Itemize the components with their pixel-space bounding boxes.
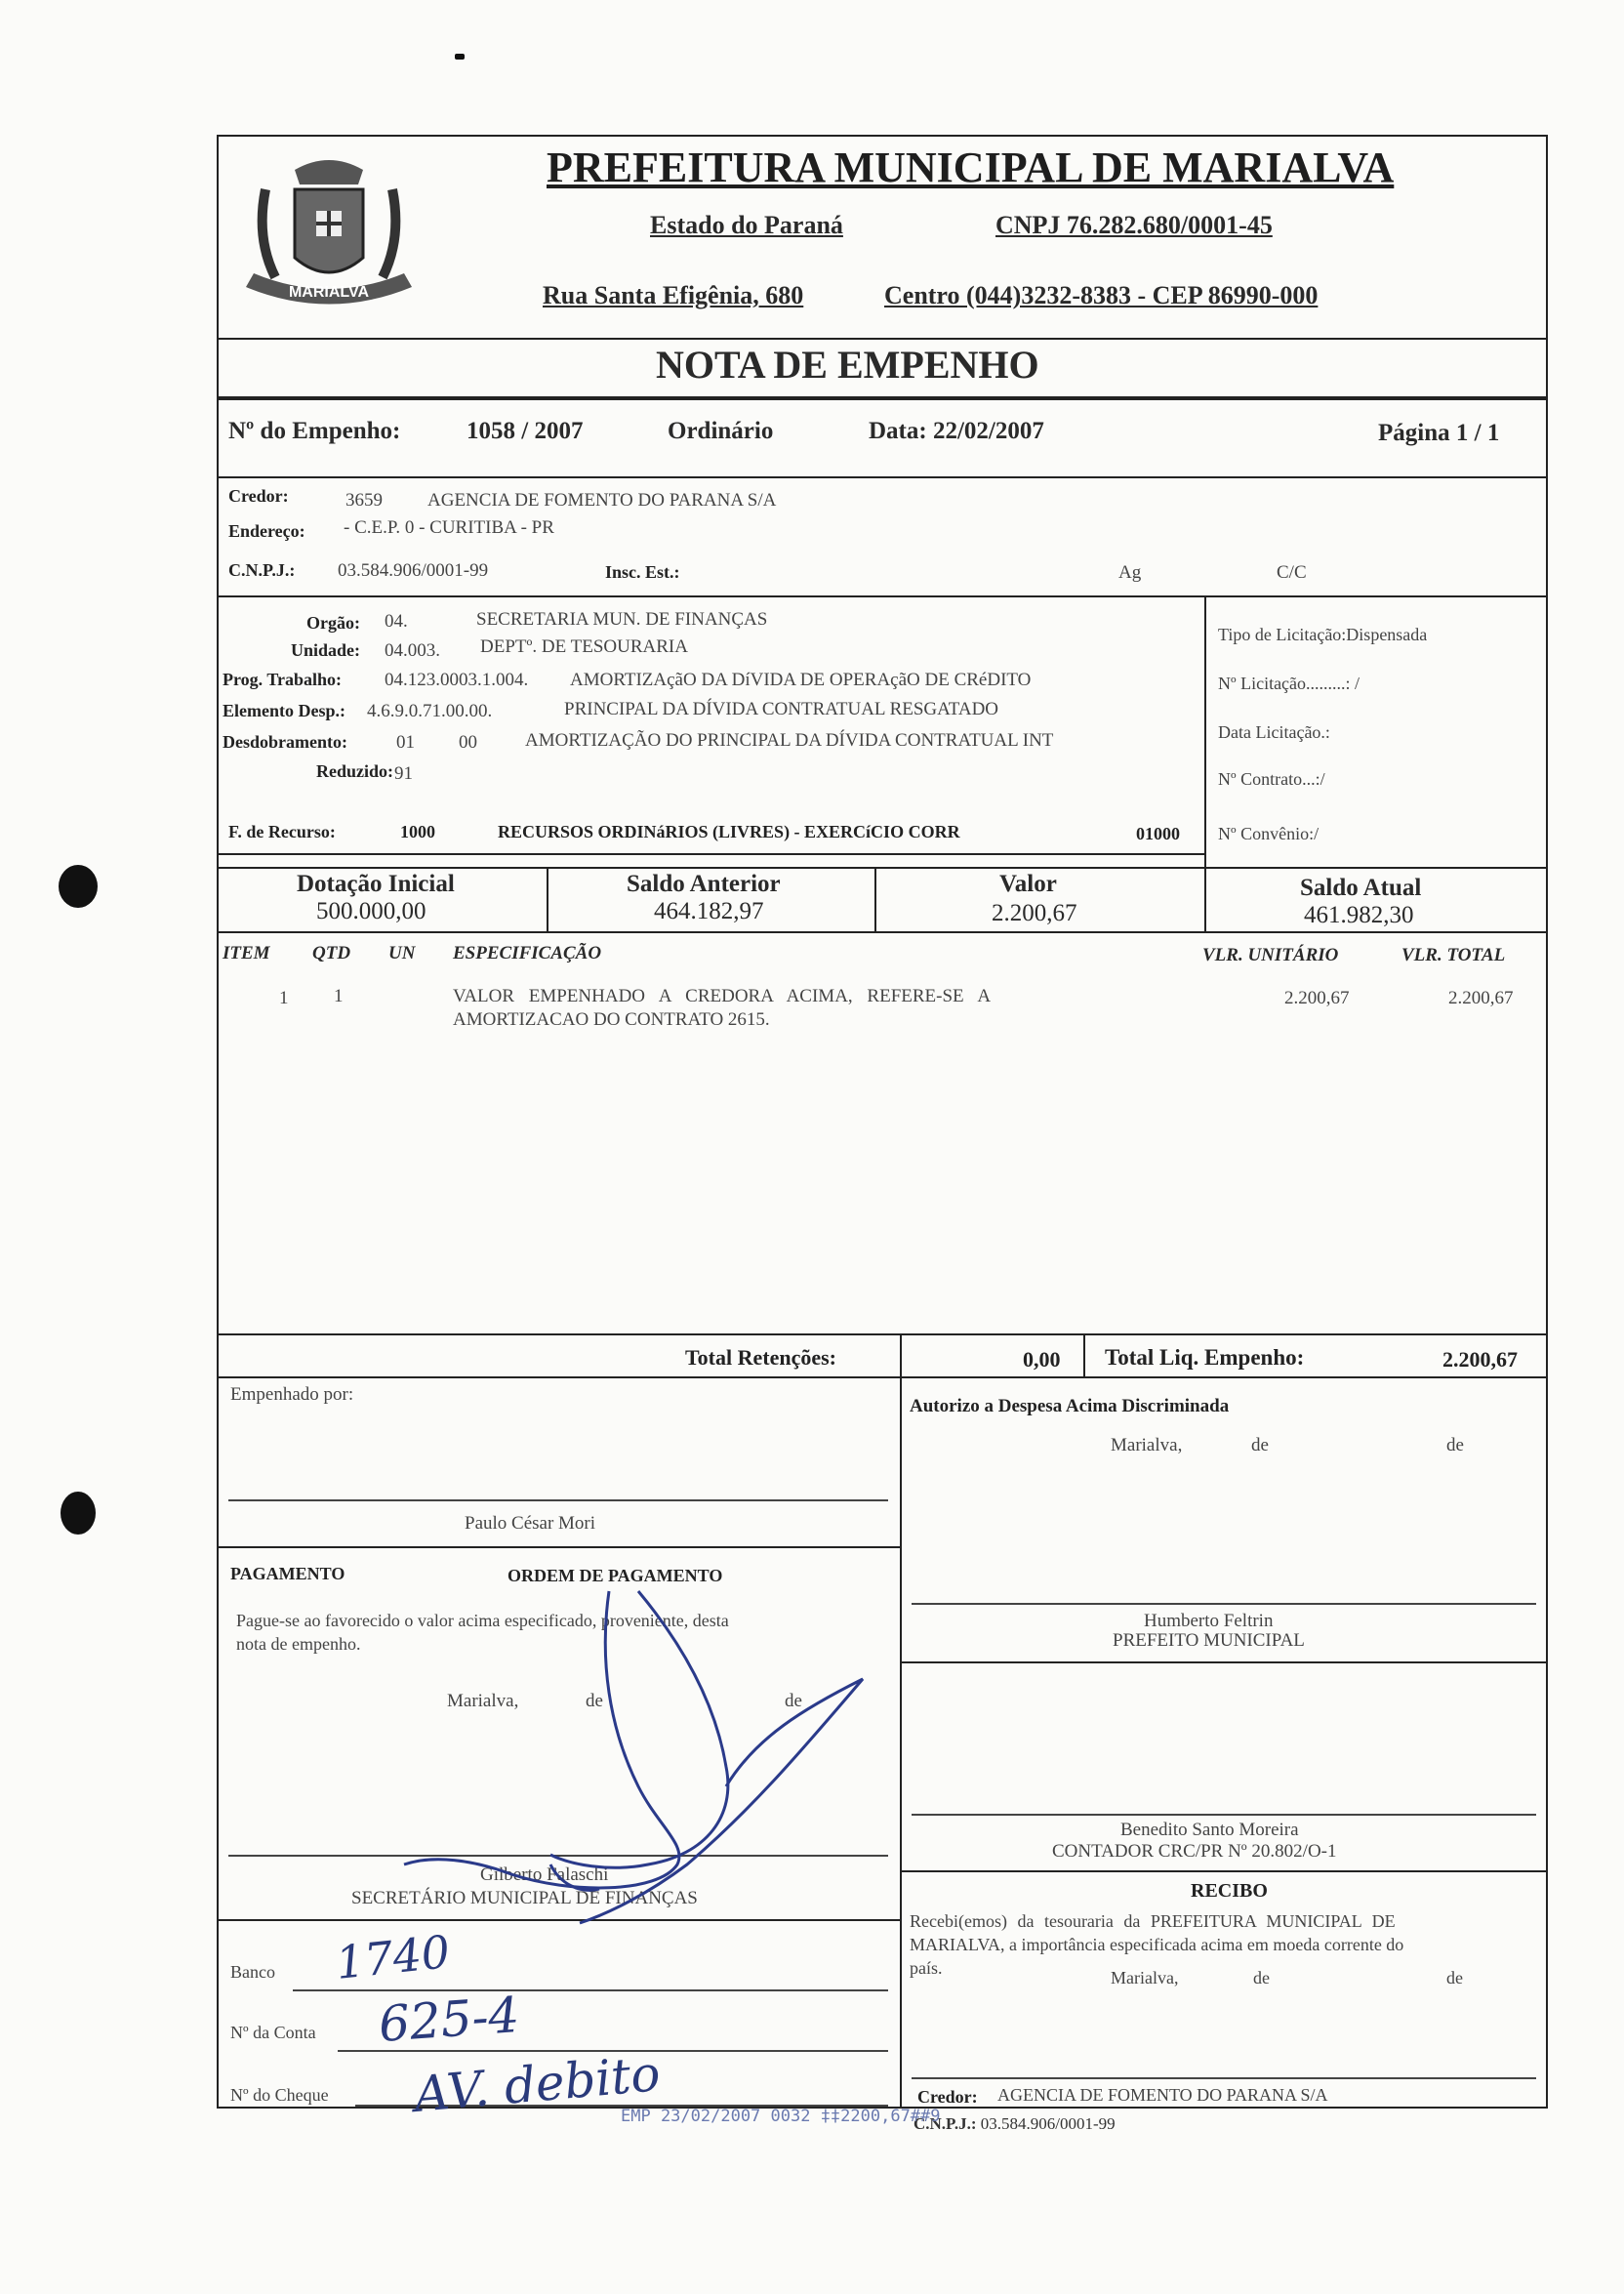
total-liq-value: 2.200,67 <box>1442 1347 1518 1372</box>
page-number: Página 1 / 1 <box>1378 420 1500 446</box>
reduzido-label: Reduzido: <box>316 761 394 781</box>
contador-signature-line <box>912 1814 1536 1816</box>
elemento-name: PRINCIPAL DA DÍVIDA CONTRATUAL RESGATADO <box>564 699 999 719</box>
numero-licitacao: Nº Licitação.........: / <box>1218 674 1360 693</box>
cc-label: C/C <box>1277 562 1307 583</box>
recibo-de2: de <box>1446 1968 1463 1987</box>
empenho-number-label: Nº do Empenho: <box>228 418 401 444</box>
col-header-spec: ESPECIFICAÇÃO <box>453 943 602 963</box>
col-header-qtd: QTD <box>312 943 351 963</box>
unidade-label: Unidade: <box>291 640 361 660</box>
divider <box>219 853 1204 855</box>
empenho-type: Ordinário <box>668 418 774 444</box>
elemento-label: Elemento Desp.: <box>223 701 345 720</box>
prog-trabalho-name: AMORTIZAçãO DA DíVIDA DE OPERAçãO DE CRéDITO <box>570 670 1032 690</box>
divider <box>219 595 1546 597</box>
unidade-name: DEPTº. DE TESOURARIA <box>480 636 688 657</box>
cheque-label: Nº do Cheque <box>230 2085 329 2105</box>
insc-est-label: Insc. Est.: <box>605 562 680 582</box>
empenho-number: 1058 / 2007 <box>467 418 584 444</box>
divider <box>900 1333 902 1376</box>
divider <box>219 396 1546 400</box>
pagamento-text-line1: Pague-se ao favorecido o valor acima especificado, proveniente, desta <box>236 1611 729 1630</box>
prefeito-name: Humberto Feltrin <box>1144 1611 1274 1631</box>
credor-name: AGENCIA DE FOMENTO DO PARANA S/A <box>427 490 777 511</box>
row-item: 1 <box>279 988 289 1008</box>
recibo-cnpj-label: C.N.P.J.: <box>914 2114 977 2133</box>
divider <box>219 338 1546 340</box>
pagamento-de1: de <box>586 1691 603 1711</box>
prog-trabalho-code: 04.123.0003.1.004. <box>385 670 529 690</box>
row-qtd: 1 <box>334 986 344 1006</box>
saldo-anterior-value: 464.182,97 <box>654 898 764 924</box>
crest-banner-text: MARIALVA <box>288 284 370 301</box>
pagamento-text-line2: nota de empenho. <box>236 1634 361 1654</box>
tipo-licitacao: Tipo de Licitação:Dispensada <box>1218 625 1428 644</box>
prog-trabalho-label: Prog. Trabalho: <box>223 670 343 689</box>
orgao-code: 04. <box>385 611 408 632</box>
district-phone-cep: Centro (044)3232-8383 - CEP 86990-000 <box>884 281 1319 309</box>
prefeitura-title: PREFEITURA MUNICIPAL DE MARIALVA <box>547 143 1395 191</box>
autorizo-label: Autorizo a Despesa Acima Discriminada <box>910 1396 1230 1416</box>
unidade-code: 04.003. <box>385 640 440 661</box>
desdobramento-name: AMORTIZAÇÃO DO PRINCIPAL DA DÍVIDA CONTRATUAL INT <box>525 730 1054 751</box>
valor-label: Valor <box>999 871 1057 897</box>
numero-contrato: Nº Contrato...:/ <box>1218 769 1325 789</box>
data-licitacao: Data Licitação.: <box>1218 722 1330 742</box>
divider <box>219 1376 1546 1378</box>
saldo-atual-label: Saldo Atual <box>1300 875 1422 901</box>
recurso-code2: 01000 <box>1136 824 1180 843</box>
row-spec-line1: VALOR EMPENHADO A CREDORA ACIMA, REFERE-SE A <box>453 986 992 1006</box>
recibo-signature-line <box>912 2077 1536 2079</box>
recurso-label: F. de Recurso: <box>228 822 336 841</box>
empenhado-por-label: Empenhado por: <box>230 1384 354 1405</box>
conta-label: Nº da Conta <box>230 2023 316 2042</box>
elemento-code: 4.6.9.0.71.00.00. <box>367 701 493 721</box>
divider <box>219 476 1546 478</box>
credor-label: Credor: <box>228 486 289 506</box>
col-header-item: ITEM <box>223 943 270 963</box>
contador-title: CONTADOR CRC/PR Nº 20.802/O-1 <box>1052 1841 1337 1862</box>
orgao-name: SECRETARIA MUN. DE FINANÇAS <box>476 609 768 630</box>
desdobramento-code2: 00 <box>459 732 477 753</box>
endereco-label: Endereço: <box>228 521 305 541</box>
credor-code: 3659 <box>345 490 383 511</box>
saldo-anterior-label: Saldo Anterior <box>627 871 781 897</box>
recibo-credor-name: AGENCIA DE FOMENTO DO PARANA S/A <box>997 2085 1328 2105</box>
divider <box>219 931 1546 933</box>
empenhado-name: Paulo César Mori <box>465 1513 596 1534</box>
divider <box>900 1870 1546 1872</box>
divider <box>547 867 548 931</box>
pagamento-de2: de <box>785 1691 802 1711</box>
total-liq-label: Total Liq. Empenho: <box>1105 1345 1305 1370</box>
total-retencoes-value: 0,00 <box>1023 1347 1061 1372</box>
desdobramento-label: Desdobramento: <box>223 732 347 752</box>
autorizo-de1: de <box>1251 1435 1269 1455</box>
col-header-unit: VLR. UNITÁRIO <box>1202 945 1339 965</box>
recibo-place: Marialva, <box>1111 1968 1179 1987</box>
ordem-pagamento-label: ORDEM DE PAGAMENTO <box>508 1566 723 1585</box>
total-retencoes-label: Total Retenções: <box>685 1345 836 1370</box>
divider <box>219 1546 900 1548</box>
scan-speck <box>455 54 465 60</box>
punch-hole-top <box>59 865 98 908</box>
divider <box>1204 867 1206 931</box>
row-spec-line2: AMORTIZACAO DO CONTRATO 2615. <box>453 1009 770 1030</box>
row-unit-value: 2.200,67 <box>1284 988 1350 1008</box>
recibo-credor-label: Credor: <box>917 2087 978 2107</box>
document-title: NOTA DE EMPENHO <box>656 343 1039 387</box>
signature-scribble <box>316 1572 902 1962</box>
orgao-label: Orgão: <box>306 613 360 633</box>
recibo-cnpj-value: 03.584.906/0001-99 <box>980 2114 1116 2133</box>
state-name: Estado do Paraná <box>650 211 843 239</box>
recurso-code: 1000 <box>400 822 435 841</box>
row-total-value: 2.200,67 <box>1448 988 1514 1008</box>
secretario-title: SECRETÁRIO MUNICIPAL DE FINANÇAS <box>351 1888 698 1908</box>
secretario-name: Gilberto Falaschi <box>480 1864 609 1885</box>
numero-convenio: Nº Convênio:/ <box>1218 824 1320 843</box>
dotacao-inicial-value: 500.000,00 <box>316 898 426 924</box>
endereco-value: - C.E.P. 0 - CURITIBA - PR <box>344 517 554 538</box>
contador-name: Benedito Santo Moreira <box>1120 1820 1299 1840</box>
ag-label: Ag <box>1118 562 1142 583</box>
col-header-un: UN <box>388 943 416 963</box>
banco-handwritten-value: 1740 <box>333 1925 453 1989</box>
crest-logo <box>236 150 422 316</box>
empenhado-signature-line <box>228 1499 888 1501</box>
divider <box>900 1661 1546 1663</box>
autorizo-de2: de <box>1446 1435 1464 1455</box>
valor-value: 2.200,67 <box>992 900 1077 926</box>
punch-hole-bottom <box>61 1492 96 1535</box>
prefeito-signature-line <box>912 1603 1536 1605</box>
recibo-title: RECIBO <box>1191 1880 1268 1902</box>
banco-field-line <box>293 1989 888 1991</box>
banco-label: Banco <box>230 1962 275 1982</box>
cnpj-label: C.N.P.J.: <box>228 560 296 580</box>
desdobramento-code: 01 <box>396 732 415 753</box>
divider <box>1204 595 1206 867</box>
reduzido-code: 91 <box>394 763 413 784</box>
dotacao-inicial-label: Dotação Inicial <box>297 871 455 897</box>
recibo-cnpj-line <box>914 2114 1116 2134</box>
saldo-atual-value: 461.982,30 <box>1304 902 1414 928</box>
divider <box>219 867 1546 869</box>
col-header-total: VLR. TOTAL <box>1401 945 1506 965</box>
recibo-de1: de <box>1253 1968 1270 1987</box>
street-address: Rua Santa Efigênia, 680 <box>543 281 804 309</box>
conta-handwritten-value: 625-4 <box>377 1987 521 2053</box>
pagamento-label: PAGAMENTO <box>230 1564 345 1583</box>
cnpj-value: 03.584.906/0001-99 <box>338 560 489 581</box>
cnpj-header: CNPJ 76.282.680/0001-45 <box>995 211 1273 239</box>
recibo-line3: país. <box>910 1958 943 1978</box>
recurso-name: RECURSOS ORDINáRIOS (LIVRES) - EXERCíCIO CORR <box>498 822 960 841</box>
empenho-date: Data: 22/02/2007 <box>869 418 1044 444</box>
cheque-handwritten-value: AV. debito <box>411 2045 663 2123</box>
divider <box>874 867 876 931</box>
mechanical-stamp: EMP 23/02/2007 0032 ‡‡2200,67##9 <box>621 2107 941 2126</box>
divider <box>1083 1333 1085 1376</box>
pagamento-place: Marialva, <box>447 1691 519 1711</box>
recibo-line1: Recebi(emos) da tesouraria da PREFEITURA MUNICIPAL DE <box>910 1911 1396 1931</box>
autorizo-place: Marialva, <box>1111 1435 1183 1455</box>
recibo-line2: MARIALVA, a importância especificada acima em moeda corrente do <box>910 1935 1404 1954</box>
prefeito-title: PREFEITO MUNICIPAL <box>1113 1630 1305 1651</box>
divider <box>219 1333 1546 1335</box>
